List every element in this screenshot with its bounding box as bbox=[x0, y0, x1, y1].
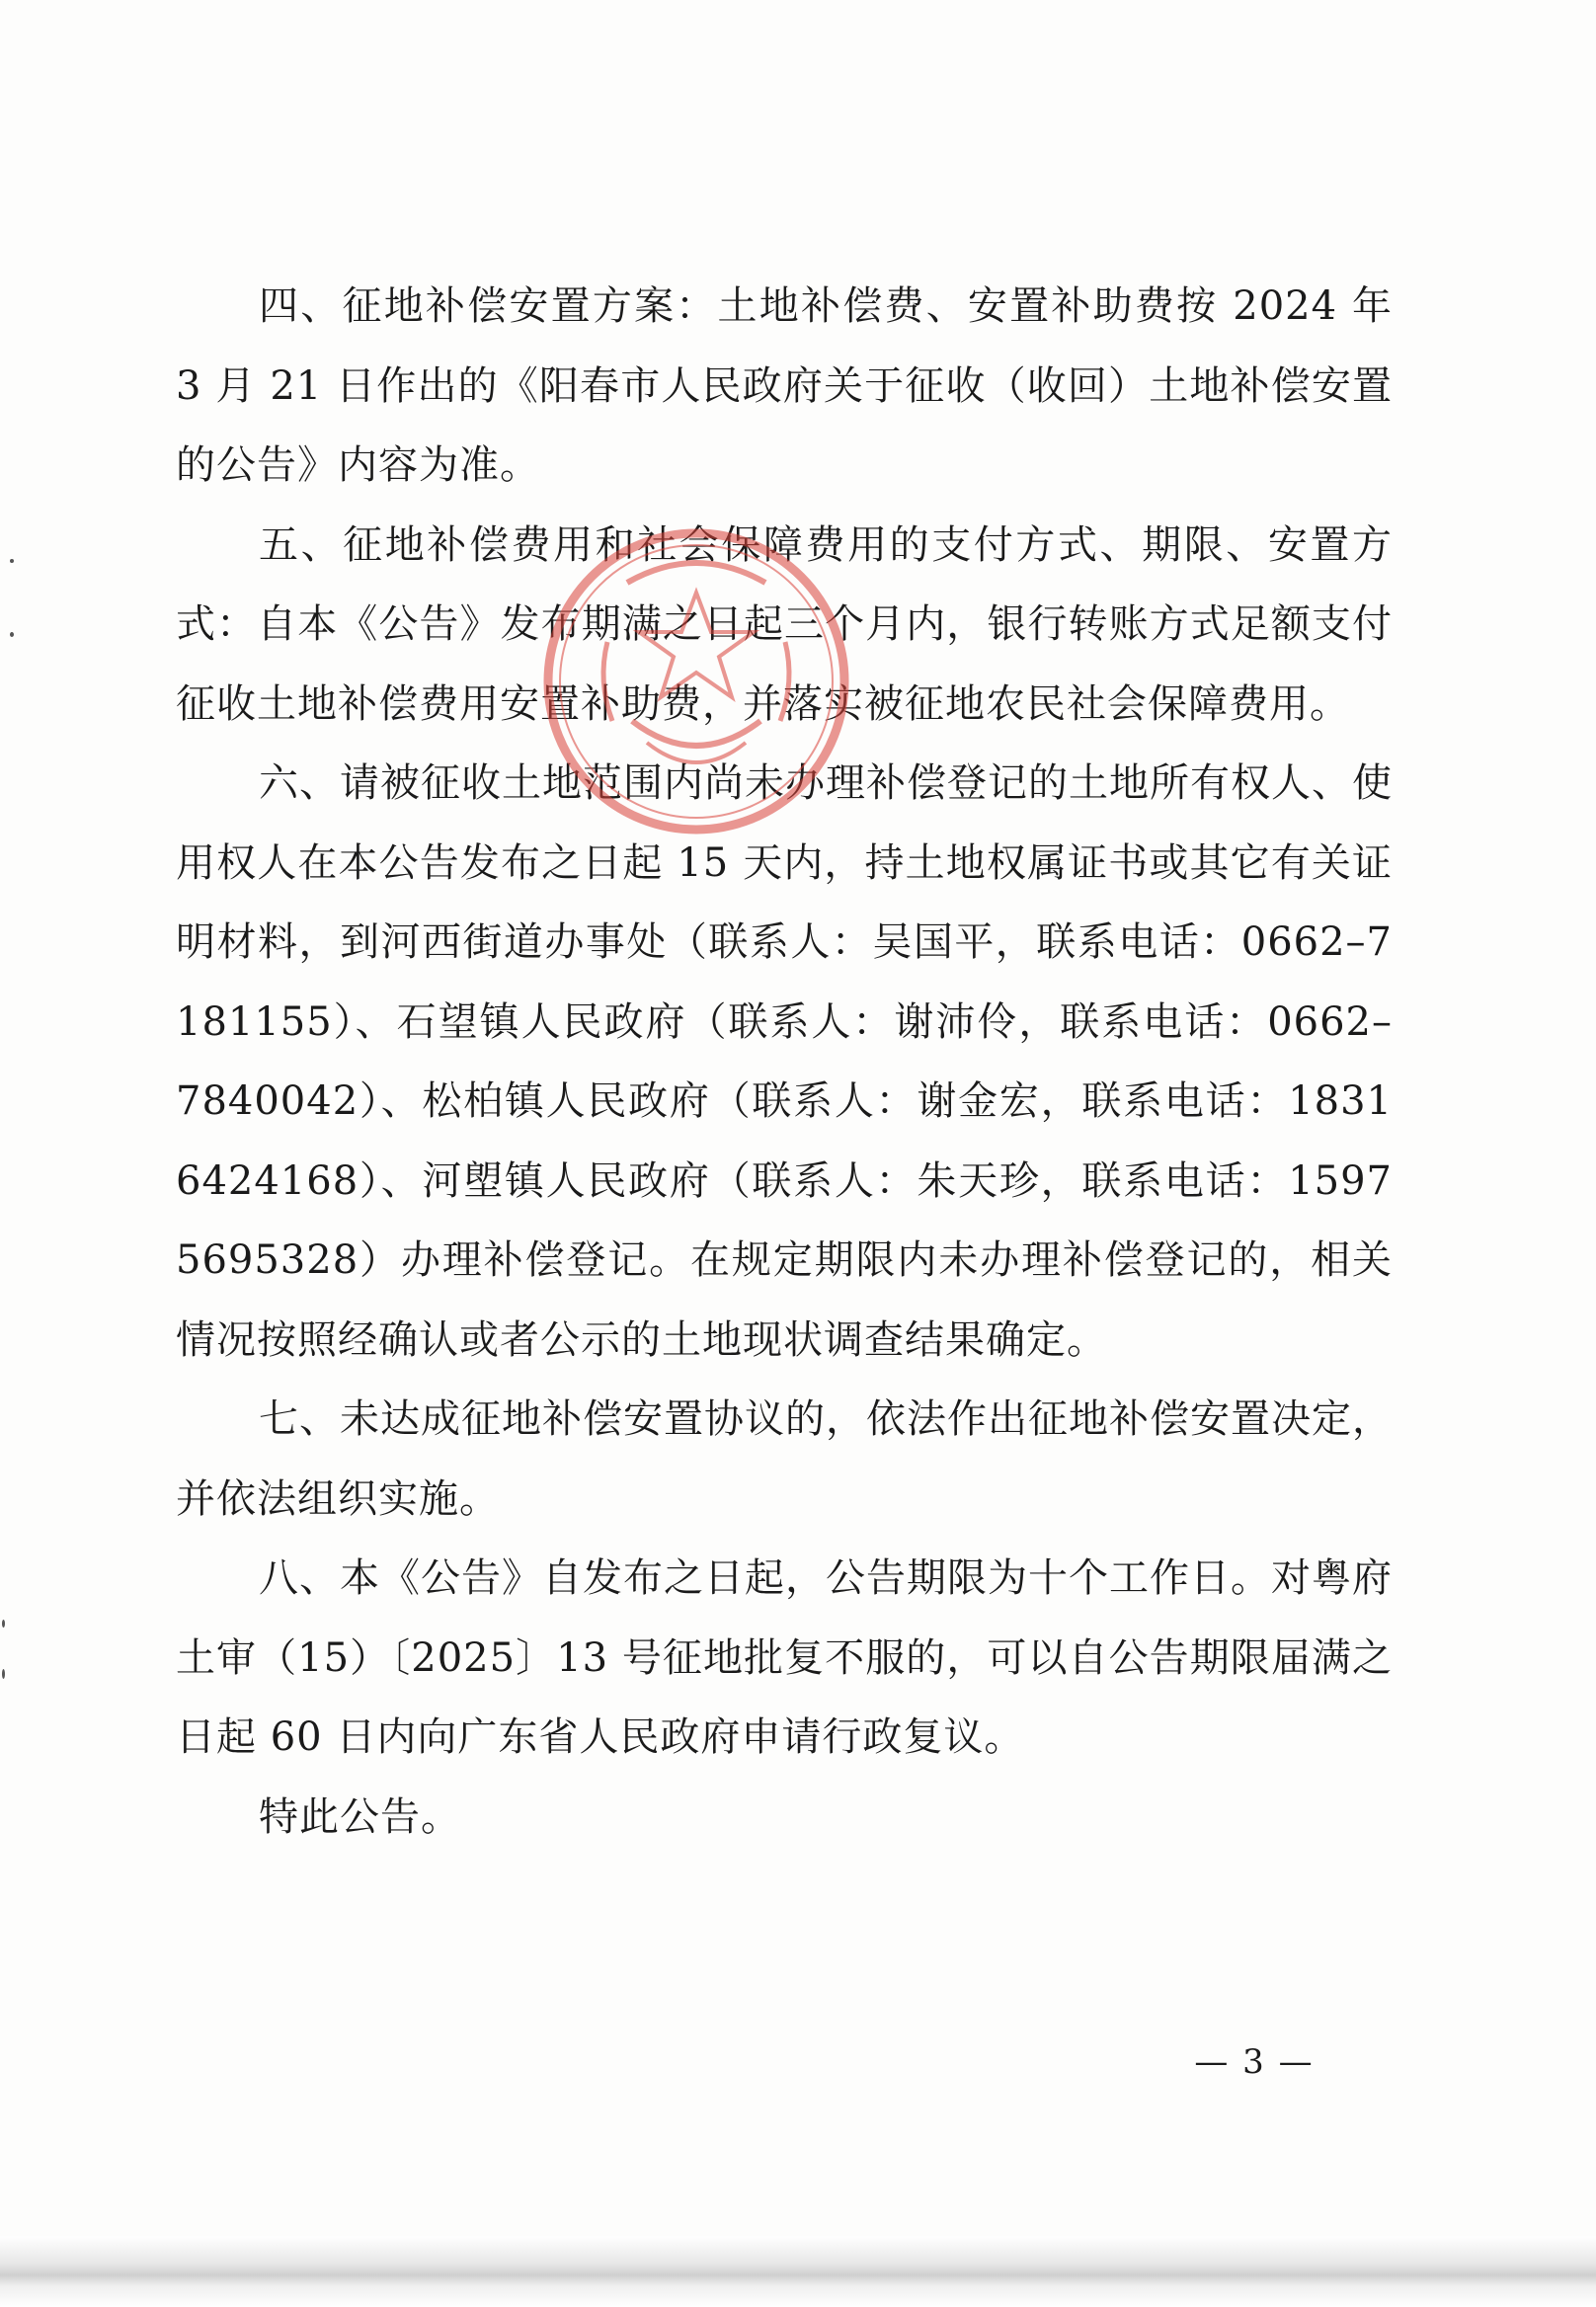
scan-dot bbox=[10, 632, 14, 637]
paragraph-closing: 特此公告。 bbox=[259, 1793, 461, 1840]
paragraph-registration: 六、请被征收土地范围内尚未办理补偿登记的土地所有权人、使用权人在本公告发布之日起 15 天内，持土地权属证书或其它有关证明材料，到河西街道办事处（联系人：吴国平，联系电话：0662–7181155）、石望镇人民政府（联系人：谢沛伶，联系电话：0662–7840042）、松柏镇人民政府（联系人：谢金宏，联系电话：18316424168）、河塱镇人民政府（联系人：朱天珍，联系电话：15975695328）办理补偿登记。在规定期限内未办理补偿登记的，相关情况按照经确认或者公示的土地现状调查结果确定。 bbox=[176, 760, 1393, 1363]
scan-dot bbox=[10, 559, 14, 563]
paragraph-agreement: 七、未达成征地补偿安置协议的，依法作出征地补偿安置决定，并依法组织实施。 bbox=[176, 1396, 1393, 1522]
document-body bbox=[176, 267, 1393, 1857]
scan-edge bbox=[0, 2236, 1596, 2307]
paragraph-compensation-plan: 四、征地补偿安置方案：土地补偿费、安置补助费按 2024 年 3 月 21 日作出的《阳春市人民政府关于征收（收回）土地补偿安置的公告》内容为准。 bbox=[176, 283, 1393, 488]
paragraph-announcement-period: 八、本《公告》自发布之日起，公告期限为十个工作日。对粤府土审（15）〔2025〕13 号征地批复不服的，可以自公告期限届满之日起 60 日内向广东省人民政府申请行政复议。 bbox=[176, 1555, 1393, 1760]
page-number: — 3 — bbox=[1194, 2042, 1315, 2082]
scan-dot bbox=[2, 1669, 5, 1679]
scan-dot bbox=[2, 1620, 5, 1628]
paragraph-payment-method: 五、征地补偿费用和社会保障费用的支付方式、期限、安置方式：自本《公告》发布期满之日起三个月内，银行转账方式足额支付征收土地补偿费用安置补助费，并落实被征地农民社会保障费用。 bbox=[176, 521, 1393, 727]
